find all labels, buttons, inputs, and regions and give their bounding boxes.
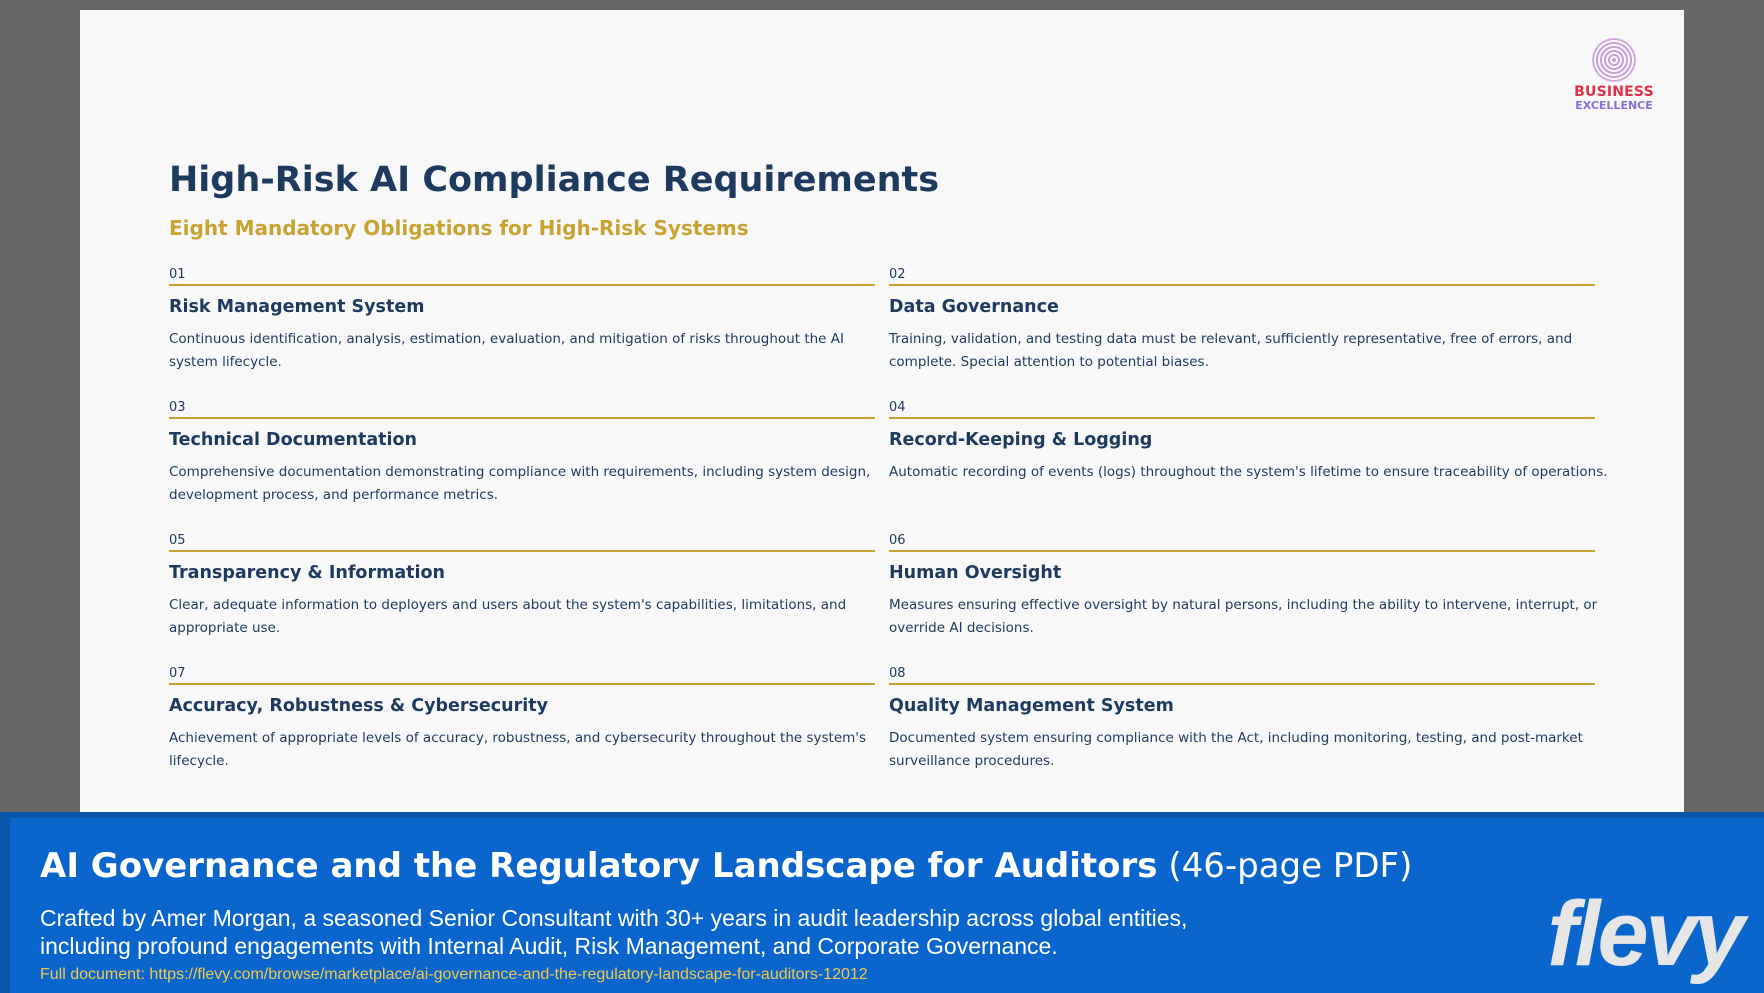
author-description: Crafted by Amer Morgan, a seasoned Senior Consultant with 30+ years in audit leadership across global entities, including profound engagements with Internal Audit, Risk Management, and Corporate Governance. <box>40 905 1188 959</box>
requirement-number: 05 <box>169 532 875 552</box>
requirement-number: 06 <box>889 532 1595 552</box>
logo-text-business: BUSINESS <box>1574 84 1654 100</box>
document-title-text: AI Governance and the Regulatory Landscape for Auditors <box>40 846 1158 886</box>
requirement-description: Clear, adequate information to deployers and users about the system's capabilities, limitations, and appropriate use. <box>169 597 847 636</box>
full-document-link[interactable]: Full document: https://flevy.com/browse/marketplace/ai-governance-and-the-regulatory-landscape-for-auditors-12012 <box>40 966 868 983</box>
requirement-number: 08 <box>889 665 1595 685</box>
requirement-item <box>889 266 1609 399</box>
requirement-item <box>169 266 889 399</box>
requirement-item <box>889 399 1609 532</box>
business-excellence-logo <box>1574 38 1654 112</box>
footer-accent-edge <box>0 818 10 993</box>
requirement-description: Achievement of appropriate levels of accuracy, robustness, and cybersecurity throughout the system's lifecycle. <box>169 730 867 769</box>
requirement-title: Record-Keeping & Logging <box>889 430 1153 450</box>
requirement-title: Quality Management System <box>889 696 1174 716</box>
requirement-description: Documented system ensuring compliance with the Act, including monitoring, testing, and post-market surveillance procedures. <box>889 730 1583 769</box>
logo-text-excellence: EXCELLENCE <box>1575 99 1653 112</box>
requirement-item <box>889 665 1609 798</box>
requirement-number: 07 <box>169 665 875 685</box>
requirement-number: 01 <box>169 266 875 286</box>
requirement-title: Transparency & Information <box>169 563 445 583</box>
requirement-title: Accuracy, Robustness & Cybersecurity <box>169 696 549 716</box>
requirement-description: Comprehensive documentation demonstrating compliance with requirements, including system design, development process, and performance metrics. <box>169 464 871 503</box>
slide-subtitle: Eight Mandatory Obligations for High-Risk Systems <box>169 216 749 240</box>
requirement-title: Risk Management System <box>169 297 425 317</box>
requirement-item <box>889 532 1609 665</box>
requirement-item <box>169 399 889 532</box>
requirement-number: 03 <box>169 399 875 419</box>
page-count: (46-page PDF) <box>1168 846 1413 886</box>
requirement-number: 02 <box>889 266 1595 286</box>
slide <box>80 10 1684 813</box>
requirement-title: Data Governance <box>889 297 1059 317</box>
requirement-item <box>169 532 889 665</box>
document-footer-banner <box>0 812 1764 993</box>
fingerprint-icon <box>1592 38 1636 82</box>
requirement-description: Measures ensuring effective oversight by natural persons, including the ability to intervene, interrupt, or override AI decisions. <box>889 597 1598 636</box>
requirement-title: Human Oversight <box>889 563 1062 583</box>
requirement-description: Continuous identification, analysis, estimation, evaluation, and mitigation of risks throughout the AI system lifecycle. <box>169 331 844 370</box>
requirement-number: 04 <box>889 399 1595 419</box>
requirement-description: Automatic recording of events (logs) throughout the system's lifetime to ensure traceability of operations. <box>889 464 1608 480</box>
requirement-description: Training, validation, and testing data must be relevant, sufficiently representative, free of errors, and complete. Special attention to potential biases. <box>889 331 1573 370</box>
slide-title: High-Risk AI Compliance Requirements <box>169 160 940 200</box>
requirements-grid <box>169 266 1609 798</box>
document-title <box>40 844 1412 888</box>
requirement-title: Technical Documentation <box>169 430 418 450</box>
requirement-item <box>169 665 889 798</box>
flevy-logo: flevy <box>1547 883 1742 985</box>
